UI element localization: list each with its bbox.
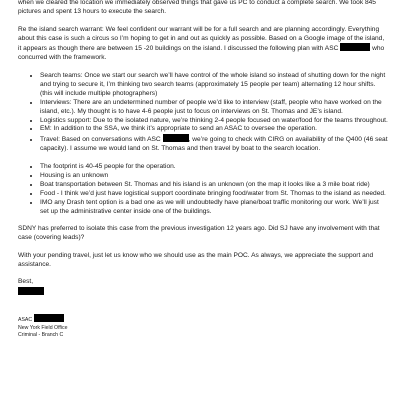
redaction-box bbox=[34, 314, 64, 322]
plan-list bbox=[18, 72, 388, 154]
list-item: • Search teams: Once we start our search we’ll have control of the whole island so instead of shutting down for the night and trying to secure it, I’m thinking two search teams (approximately 15 people per team) alternating 12 hour shifts. (this will include multiple photographers) bbox=[40, 72, 388, 99]
sdny-paragraph: SDNY has preferred to isolate this case from the previous investigation 12 years ago. Did SJ have any involvement with that case (covering leads)? bbox=[18, 225, 380, 242]
list-item bbox=[40, 134, 388, 154]
warrant-text-a: Re the island search warrant: We feel confident our warrant will be for a full search and are planning accordingly. Everything about this case is such a circus so I’m hoping to get in and out as quickly as possible. Based on a Google image of the island, it appears as though there are between 15 -20 buildings on the island. I discussed the following plan with ASC bbox=[18, 25, 385, 53]
warrant-text-b: who concurred with the framework. bbox=[18, 45, 385, 62]
list-item: • EM: In addition to the SSA, we think it’s appropriate to send an ASAC to oversee the operation. bbox=[40, 125, 388, 134]
signature-block bbox=[18, 306, 388, 340]
signature-division: Criminal - Branch C bbox=[18, 332, 64, 339]
salutation: Best, bbox=[18, 278, 34, 286]
signature-office: New York Field Office bbox=[18, 324, 68, 331]
redaction-box bbox=[340, 43, 370, 51]
travel-text-b: , we’re going to check with CIRG on availability of the Q400 (46 seat capacity). I assume we would land on St. Thomas and then travel by boat to the search location. bbox=[40, 136, 388, 153]
travel-text-a: Travel: Based on conversations with ASC bbox=[40, 136, 161, 144]
list-item: • The footprint is 40-45 people for the operation. bbox=[40, 163, 388, 172]
intro-paragraph: when we cleared the location we immediately observed things that gave us PC to conduct a complete search. We took 845 pictures and spent 13 hours to execute the search. bbox=[18, 0, 376, 15]
list-item: • Housing is an unknown bbox=[40, 172, 388, 181]
salutation-block bbox=[18, 278, 388, 298]
list-item: • Logistics support: Due to the isolated nature, we’re thinking 2-4 people focused on water/food for the teams throughout. bbox=[40, 117, 388, 126]
warrant-paragraph bbox=[18, 26, 388, 64]
signature-title-line bbox=[18, 314, 388, 325]
list-item: • Interviews: There are an undetermined number of people we’d like to interview (staff, people who have worked on the island, etc.). My thought is to have 4-6 people just to focus on interviews on St. Thomas and JE’s island. bbox=[40, 99, 388, 117]
footprint-list bbox=[18, 163, 388, 216]
list-item: • Boat transportation between St. Thomas and his island is an unknown (on the map it looks like a 3 mile boat ride) bbox=[40, 181, 388, 190]
list-item: • Food - I think we’d just have logistical support coordinate bringing food/water from St. Thomas to the island as needed. bbox=[40, 190, 388, 199]
redaction-box bbox=[163, 134, 189, 142]
closing-paragraph: With your pending travel, just let us know who we should use as the main POC. As always, we appreciate the support and assistance. bbox=[18, 251, 374, 268]
list-item: • IMO any Drash tent option is a bad one as we will undoubtedly have plane/boat traffic monitoring our work. We’ll just set up the administrative center inside one of the buildings. bbox=[40, 199, 388, 217]
redaction-box bbox=[18, 287, 44, 295]
signature-title: ASAC bbox=[18, 317, 33, 324]
